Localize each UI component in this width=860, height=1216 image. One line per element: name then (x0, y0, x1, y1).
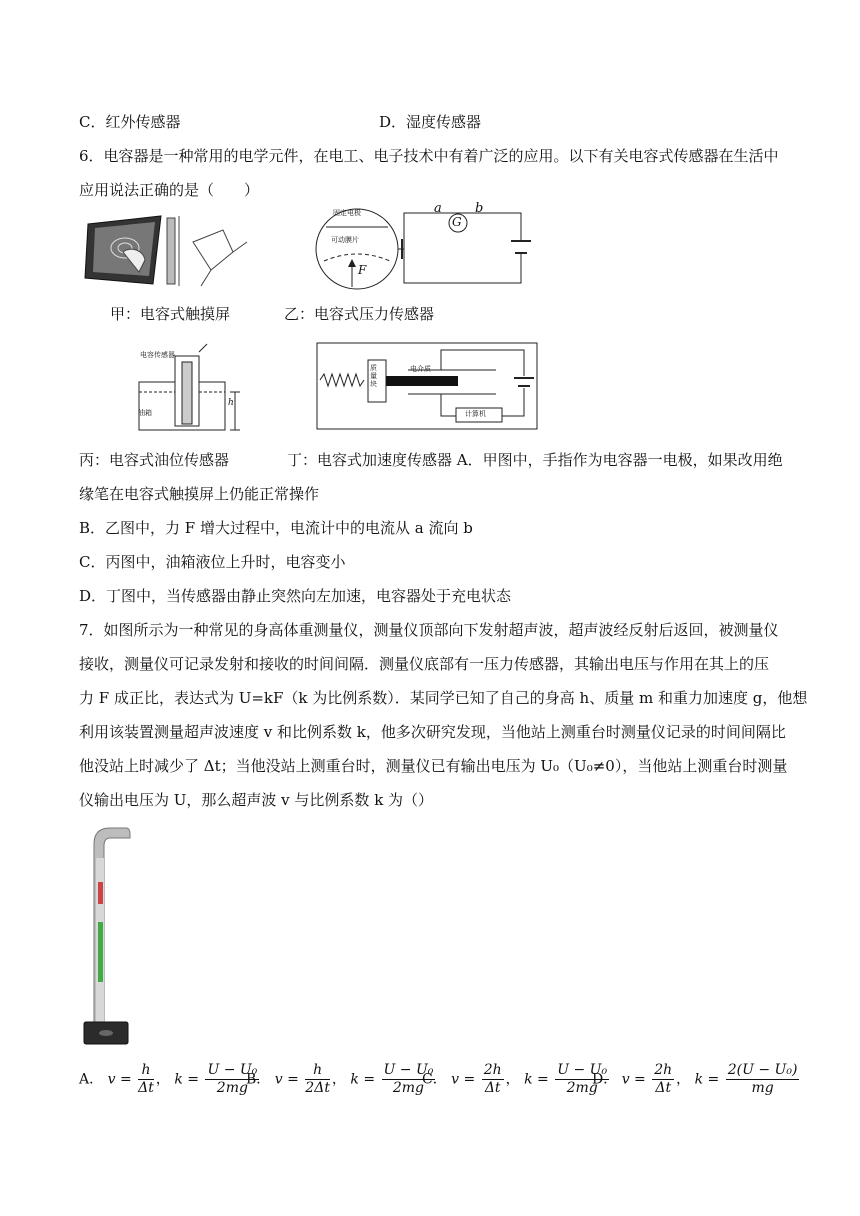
oil-tank-label: 油箱 (138, 409, 152, 417)
q6-option-d: D．丁图中，当传感器由静止突然向左加速，电容器处于充电状态 (79, 587, 512, 605)
galvanometer-label: G (452, 215, 462, 229)
q7-stem-line5: 他没站上时减少了 Δt；当他没站上测重台时，测量仪已有输出电压为 U₀（U₀≠0），当他站上测重台时测量 (79, 757, 788, 775)
dielectric-label: 电介质 (410, 365, 431, 373)
acceleration-sensor-figure (316, 342, 538, 430)
q7-stem-line6: 仪输出电压为 U，那么超声波 v 与比例系数 k 为（） (79, 791, 434, 809)
q7-stem-line1: 7．如图所示为一种常见的身高体重测量仪，测量仪顶部向下发射超声波，超声波经反射后返回，被测量仪 (79, 621, 779, 639)
point-b-label: b (475, 201, 484, 216)
membrane-label: 可动膜片 (331, 236, 359, 244)
caption-ding-and-option-a: 丁：电容式加速度传感器 A．甲图中，手指作为电容器一电极，如果改用绝 (287, 451, 783, 469)
point-a-label: a (434, 201, 442, 216)
q7-option-a: A． v = $\frac{h}{\Delta t}$ ， k = $\frac{\text{U − U₀}}{2mg}$ (79, 1062, 258, 1096)
q5-option-c: C．红外传感器 (79, 113, 181, 131)
q6-option-a-cont: 缘笔在电容式触摸屏上仍能正常操作 (79, 485, 320, 503)
q7-stem-line3: 力 F 成正比，表达式为 U=kF（k 为比例系数）．某同学已知了自己的身高 h、质量 m 和重力加速度 g，他想 (79, 689, 808, 707)
height-weight-meter-image (80, 822, 144, 1048)
capacitive-sensor-label: 电容传感器 (140, 351, 175, 359)
q6-option-b: B．乙图中，力 F 增大过程中，电流计中的电流从 a 流向 b (79, 519, 473, 537)
q7-stem-line4: 利用该装置测量超声波速度 v 和比例系数 k，他多次研究发现，当他站上测重台时测量仪记录的时间间隔比 (79, 723, 786, 741)
q6-stem-line2: 应用说法正确的是（ ） (79, 181, 260, 199)
caption-yi: 乙：电容式压力传感器 (284, 305, 435, 323)
force-label: F (358, 263, 367, 277)
q7-option-d: D． v = $\frac{2h}{\Delta t}$ ， k = $\frac{\text{2(U − U₀)}}{mg}$ (592, 1062, 798, 1096)
mass-block-label: 质量块 (370, 364, 377, 388)
computer-label: 计算机 (465, 410, 486, 418)
height-label: h (228, 398, 234, 408)
caption-bing: 丙：电容式油位传感器 (79, 451, 230, 469)
caption-jia: 甲：电容式触摸屏 (110, 305, 231, 323)
q6-option-c: C．丙图中，油箱液位上升时，电容变小 (79, 553, 346, 571)
q5-option-d: D．湿度传感器 (379, 113, 482, 131)
q6-stem-line1: 6．电容器是一种常用的电学元件，在电工、电子技术中有着广泛的应用。以下有关电容式传感器在生活中 (79, 147, 779, 165)
fixed-electrode-label: 固定电极 (333, 209, 361, 217)
q7-option-c: C． v = $\frac{2h}{\Delta t}$ ， k = $\frac{\text{U − U₀}}{2mg}$ (422, 1062, 608, 1096)
touchscreen-figure (83, 212, 253, 292)
q7-option-b: B． v = $\frac{h}{2\Delta t}$ ， k = $\frac{\text{U − U₀}}{2mg}$ (246, 1062, 434, 1096)
q7-stem-line2: 接收，测量仪可记录发射和接收的时间间隔．测量仪底部有一压力传感器，其输出电压与作用在其上的压 (79, 655, 770, 673)
